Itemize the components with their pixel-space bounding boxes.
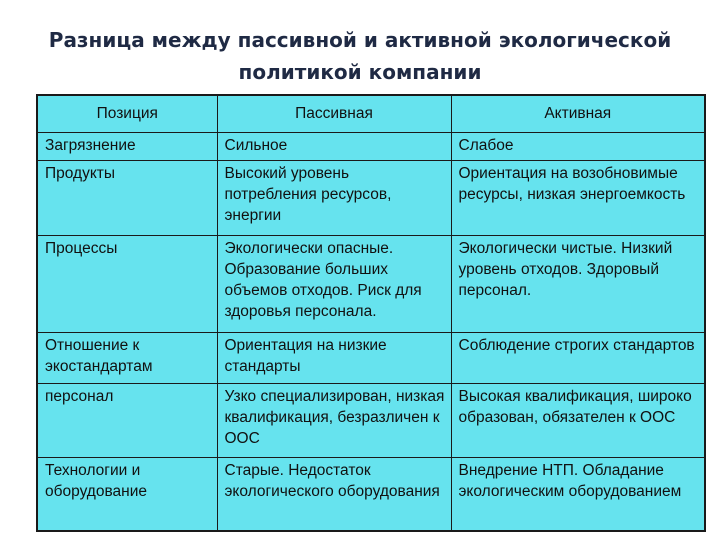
table-row — [37, 384, 705, 458]
cell-passive: Сильное — [217, 133, 451, 161]
cell-active: Соблюдение строгих стандартов — [451, 333, 705, 384]
cell-active: Слабое — [451, 133, 705, 161]
table-row — [37, 458, 705, 531]
cell-active: Высокая квалификация, широко образован, обязателен к ООС — [451, 384, 705, 458]
cell-position: Технологии и оборудование — [37, 458, 217, 531]
cell-position: Процессы — [37, 236, 217, 333]
cell-active: Экологически чистые. Низкий уровень отходов. Здоровый персонал. — [451, 236, 705, 333]
cell-active: Ориентация на возобновимые ресурсы, низкая энергоемкость — [451, 161, 705, 236]
header-position: Позиция — [37, 95, 217, 133]
cell-passive: Старые. Недостаток экологического оборудования — [217, 458, 451, 531]
table-row — [37, 133, 705, 161]
table-row — [37, 161, 705, 236]
comparison-table — [36, 94, 706, 532]
cell-active: Внедрение НТП. Обладание экологическим оборудованием — [451, 458, 705, 531]
cell-passive: Высокий уровень потребления ресурсов, энергии — [217, 161, 451, 236]
cell-position: персонал — [37, 384, 217, 458]
header-passive: Пассивная — [217, 95, 451, 133]
table-header-row — [37, 95, 705, 133]
header-active: Активная — [451, 95, 705, 133]
title-line-2: политикой компании — [238, 60, 482, 84]
slide-title — [0, 24, 720, 88]
cell-position: Продукты — [37, 161, 217, 236]
cell-position: Загрязнение — [37, 133, 217, 161]
table-row — [37, 333, 705, 384]
cell-passive: Экологически опасные. Образование больших объемов отходов. Риск для здоровья персонала. — [217, 236, 451, 333]
table-row — [37, 236, 705, 333]
cell-passive: Ориентация на низкие стандарты — [217, 333, 451, 384]
title-line-1: Разница между пассивной и активной экологической — [48, 28, 672, 52]
cell-passive: Узко специализирован, низкая квалификация, безразличен к ООС — [217, 384, 451, 458]
cell-position: Отношение к экостандартам — [37, 333, 217, 384]
